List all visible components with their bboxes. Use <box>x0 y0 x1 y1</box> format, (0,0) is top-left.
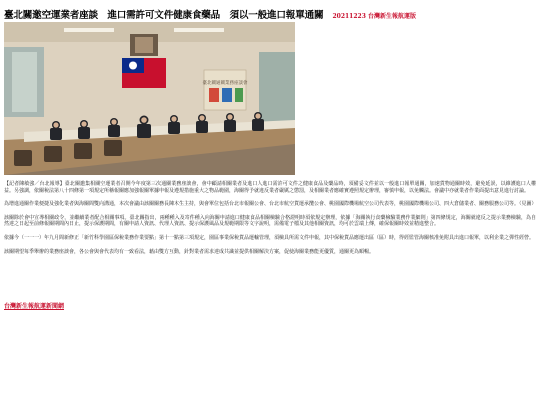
headline: 臺北關邀空運業者座談 進口需許可文件健康食藥品 須以一般進口報單通關 <box>4 10 324 21</box>
meeting-photo <box>4 22 295 175</box>
article-paragraph: 【記者陳敏強／台北報導】臺北關邀集相關空運業者召開今年度第三次通關業務座談會，會中顧請相關業者及進口人進口需許可文件之健康食品及藥品時，須備妥文件並以一般進口報單通關，加速貨物通關時效，避免延誤，以維護進口人權益。另強調，依關稅法第八十四條第一項規定所稱報關應加強報關單據申報及遵規措施重大之物品範圍，海關得予就違反業者嚴厲之懲罰，及相關業者應確實遵照規定辦理，審慎申報，以免觸法。會議中亦就業者作業面提出意見進行討論。 <box>4 181 536 194</box>
article-paragraph: 該關期望每季舉辦的業務座談會，各公會與會代表均有一致看法，藉由雙方互動，針對業者需求達成共識並提供相關解決方案，促使海關業務能更優質，通關更為順暢。 <box>4 248 375 255</box>
article-paragraph: 依據今（一一一）年九月間新修正「新竹科學園區保稅業務作業要點」第十一點第三項規定，園區事業保稅貨品運輸管理，須檢具所需文件申報，其中保稅貨品應運出區（區）時，得經監管海關核准免附具出進口報單，以利企業之彈性經營。 <box>4 234 535 241</box>
source-news-link[interactable]: 台灣新生報航運新聞網 <box>4 303 65 310</box>
article-header <box>4 3 536 22</box>
article-paragraph: 為增進通關作業便捷及強化業者與海關間雙向溝通，本次會議由該關關務長陳木生主持，與會單位包括台北市報關公會、台北市航空貨運承攬公會、桃園國際機場航空公司代表等，桃園國際機場公司、四大倉儲業者、關務服務公司等。（見圖） <box>4 201 537 208</box>
banner-text: 臺北關通關業務座談會 <box>202 81 248 86</box>
article-paragraph: 該關除於會中宣導相關政令，並繼續業者配合相關事項。臺北關指出，兩種種入及寄件種入向海關申請進口健康食品相關檢驗合格證明時須依規定辦理，依據「海關執行食藥檢驗業務作業細則」第四條規定，海關就違反之提示業務檢驗，為自然達之日起至前條報關期間內日止，提示保護期間，有關申請人資訊、代理人資訊、提示保護風品及規範期限等文字說明，需備電子檔及其他相關資訊，均可於雲端上傳，確保報關時效並精進整合。 <box>4 214 536 228</box>
article-body <box>4 181 536 262</box>
date-source-tag: 20211223 台灣新生報航運版 <box>332 13 416 20</box>
